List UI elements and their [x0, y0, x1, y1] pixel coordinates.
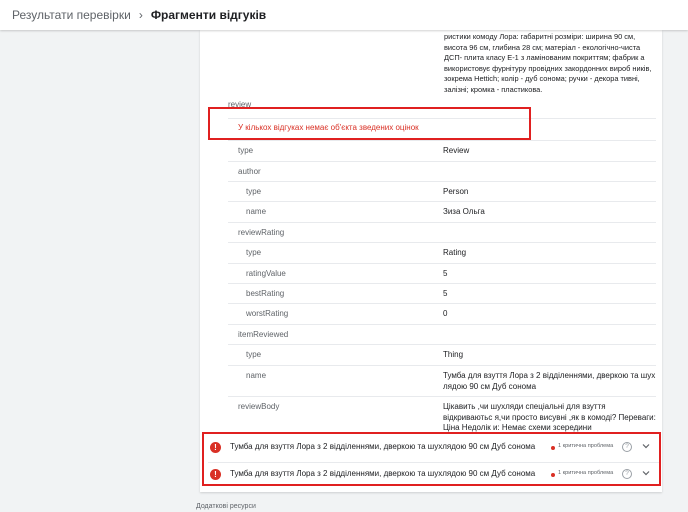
error-dot-icon: [551, 446, 555, 450]
property-row: [228, 365, 656, 395]
issue-badge: 1 критична проблема: [558, 470, 614, 476]
property-value: 0: [443, 309, 448, 318]
help-icon[interactable]: ?: [622, 469, 632, 479]
property-key: type: [246, 187, 262, 196]
property-key: name: [246, 371, 267, 380]
property-row: [228, 263, 656, 283]
property-key: type: [238, 146, 254, 155]
property-row: [228, 222, 656, 242]
issue-badge: 1 критична проблема: [558, 443, 614, 449]
extra-resources-heading: Додаткові ресурси: [196, 503, 256, 510]
top-bar: [0, 0, 688, 30]
property-key: reviewRating: [238, 228, 285, 237]
property-key: itemReviewed: [238, 330, 289, 339]
property-row: [228, 344, 656, 364]
property-value: Person: [443, 187, 469, 196]
property-row: [228, 181, 656, 201]
property-key: type: [246, 248, 262, 257]
property-value: Тумба для взуття Лора з 2 відділеннями, дверкою та шух лядою 90 см Дуб сонома: [443, 371, 656, 391]
property-row: [228, 396, 656, 432]
error-message: У кількох відгуках немає об'єкта зведених оцінок: [238, 123, 419, 132]
property-row: [228, 161, 656, 181]
chevron-down-icon[interactable]: [640, 440, 652, 452]
property-value: Thing: [443, 350, 464, 359]
item-detail-card: [200, 30, 662, 492]
property-key: type: [246, 350, 262, 359]
breadcrumb-current: Фрагменти відгуків: [150, 8, 267, 22]
issue-title: Тумба для взуття Лора з 2 відділеннями, дверкою та шухлядою 90 см Дуб сонома: [230, 442, 536, 451]
issue-title: Тумба для взуття Лора з 2 відділеннями, дверкою та шухлядою 90 см Дуб сонома: [230, 469, 536, 478]
property-value: Зиза Ольга: [443, 207, 485, 216]
error-dot-icon: [551, 473, 555, 477]
property-key: reviewBody: [238, 402, 280, 411]
property-value: 5: [443, 269, 448, 278]
breadcrumb-parent[interactable]: Результати перевірки: [12, 8, 131, 22]
review-key: review: [228, 100, 252, 109]
property-row: [228, 303, 656, 323]
error-icon: !: [210, 469, 221, 480]
issue-row[interactable]: [208, 463, 659, 487]
issues-highlight-box: [202, 432, 661, 486]
property-row: [228, 324, 656, 344]
property-row: [228, 283, 656, 303]
error-icon: !: [210, 442, 221, 453]
property-key: bestRating: [246, 289, 285, 298]
property-key: author: [238, 167, 261, 176]
property-key: ratingValue: [246, 269, 286, 278]
issue-row[interactable]: [208, 436, 659, 460]
property-key: worstRating: [246, 309, 289, 318]
description-value: ристики комоду Лора: габаритні розміри: ширина 90 см, висота 96 см, глибина 28 см; матеріал - екологічно-чиста ДСП- плита класу Е-1 з ламінованим покриттям; фабрик а використовує фурнітуру провідних закордонних вироб ників, зокрема Hettich; колір - дуб сонома; ручки - декора тивні, залізні; кромка - пластикова.: [444, 32, 652, 94]
property-value: Review: [443, 146, 470, 155]
property-row: [228, 242, 656, 262]
property-value: Rating: [443, 248, 467, 257]
error-highlight-box: [208, 107, 531, 140]
property-key: name: [246, 207, 267, 216]
property-value: Цікавить ,чи шухляди спеціальні для взуття відкриваютьс я,чи просто висувні ,як в комоді? Переваги: Ціна Недолік и: Немає схеми зсередини: [443, 402, 656, 432]
chevron-down-icon[interactable]: [640, 467, 652, 479]
property-value: 5: [443, 289, 448, 298]
chevron-right-icon: ›: [138, 8, 143, 22]
property-row: [228, 201, 656, 221]
property-row: [228, 140, 656, 160]
help-icon[interactable]: ?: [622, 442, 632, 452]
